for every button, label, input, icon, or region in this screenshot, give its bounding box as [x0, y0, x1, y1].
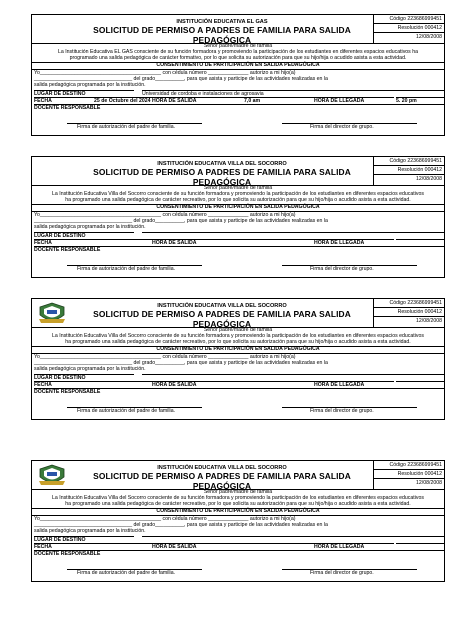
destination-label: LUGAR DE DESTINO [34, 90, 134, 97]
destination-value[interactable]: Universidad de cordoba e instalaciones de agrosavia [142, 90, 444, 97]
resolution-number: Resolución 000412 [374, 470, 444, 479]
consent-line-2[interactable]: __________________________________ del grado__________, para que asista y participe de las actividades realizadas en la [34, 76, 328, 82]
permission-form-2 [31, 156, 445, 278]
parent-signature-label: Firma de autorización del padre de familia. [77, 124, 176, 130]
code-box [373, 461, 444, 489]
director-signature-label: Firma del director de grupo. [310, 570, 374, 576]
consent-line-1[interactable]: Yo__________________________________________ con cédula número ______________ autorizo a mi hijo(a) [34, 70, 296, 76]
director-signature-label: Firma del director de grupo. [310, 266, 374, 272]
consent-line-2[interactable]: __________________________________ del grado__________, para que asista y participe de las actividades realizadas en la [34, 522, 328, 528]
form-title: SOLICITUD DE PERMISO A PADRES DE FAMILIA PARA SALIDA PEDAGÓGICA [93, 471, 351, 491]
consent-line-3: salida pedagógica programada por la institución. [34, 224, 146, 230]
consent-line-1[interactable]: Yo__________________________________________ con cédula número ______________ autorizo a mi hijo(a) [34, 516, 296, 522]
form-header [32, 15, 444, 44]
director-signature-label: Firma del director de grupo. [310, 408, 374, 414]
consent-line-2[interactable]: __________________________________ del grado__________, para que asista y participe de las actividades realizadas en la [34, 360, 328, 366]
greeting: Señor padre/madre de familia [203, 489, 273, 495]
school-crest-logo [37, 301, 67, 325]
date-label: FECHA [34, 239, 94, 246]
intro-line-1: La Institución Educativa EL GAS consciente de su función formadora y promoviendo la participación de los estudiantes en diferentes espacios educativos ha [58, 49, 418, 55]
permission-form-3 [31, 298, 445, 420]
form-date: 12/08/2008 [416, 318, 442, 324]
depart-value[interactable] [244, 543, 314, 550]
consent-heading: CONSENTIMIENTO DE PARTICIPACIÓN EN SALIDA PEDAGÓGICA [156, 204, 320, 210]
arrive-value[interactable] [396, 239, 444, 246]
depart-value[interactable] [244, 381, 314, 388]
form-title: SOLICITUD DE PERMISO A PADRES DE FAMILIA PARA SALIDA PEDAGÓGICA [93, 25, 351, 45]
permission-form-1 [31, 14, 445, 136]
code-box [373, 15, 444, 43]
consent-line-3: salida pedagógica programada por la institución. [34, 528, 146, 534]
depart-label: HORA DE SALIDA [152, 239, 244, 246]
code-number: Código 223686999451 [374, 15, 444, 24]
arrive-label: HORA DE LLEGADA [314, 239, 394, 246]
teacher-label: DOCENTE RESPONSABLE [34, 550, 444, 557]
destination-value[interactable] [142, 536, 444, 543]
consent-line-1[interactable]: Yo__________________________________________ con cédula número ______________ autorizo a mi hijo(a) [34, 354, 296, 360]
destination-value[interactable] [142, 374, 444, 381]
institution-name: INSTITUCIÓN EDUCATIVA VILLA DEL SOCORRO [157, 161, 287, 167]
form-title: SOLICITUD DE PERMISO A PADRES DE FAMILIA PARA SALIDA PEDAGÓGICA [93, 309, 351, 329]
institution-name: INSTITUCIÓN EDUCATIVA EL GAS [176, 19, 268, 25]
date-label: FECHA [34, 97, 94, 104]
school-crest-logo [37, 463, 67, 487]
code-number: Código 223686999451 [374, 461, 444, 470]
destination-label: LUGAR DE DESTINO [34, 232, 134, 239]
teacher-label: DOCENTE RESPONSABLE [34, 246, 444, 253]
depart-label: HORA DE SALIDA [152, 381, 244, 388]
greeting: Señor padre/madre de familia [203, 327, 273, 333]
form-header [32, 299, 444, 328]
destination-value[interactable] [142, 232, 444, 239]
resolution-number: Resolución 000412 [374, 166, 444, 175]
intro-line-2: ha programado una salida pedagógica de carácter recreativo, por lo que solicita su autorización para que su hijo/hija o acudido asista a esta actividad. [65, 197, 411, 203]
parent-signature-label: Firma de autorización del padre de familia. [77, 266, 176, 272]
greeting: Señor padre/madre de familia [203, 185, 273, 191]
code-box [373, 299, 444, 327]
destination-label: LUGAR DE DESTINO [34, 374, 134, 381]
depart-value[interactable] [244, 239, 314, 246]
intro-line-2: ha programado una salida pedagógica de carácter recreativo, por lo que solicita su autorización para que su hijo/hija o acudido asista a esta actividad. [65, 501, 411, 507]
parent-signature-label: Firma de autorización del padre de familia. [77, 570, 176, 576]
teacher-label: DOCENTE RESPONSABLE [34, 104, 444, 111]
intro-line-1: La Institución Educativa Villa del Socorro consciente de su función formadora y promoviendo la participación de los estudiantes en diferentes espacios educativos [52, 333, 424, 339]
date-label: FECHA [34, 381, 94, 388]
form-title: SOLICITUD DE PERMISO A PADRES DE FAMILIA PARA SALIDA PEDAGÓGICA [93, 167, 351, 187]
arrive-value[interactable] [396, 543, 444, 550]
intro-line-2: programado una salida pedagógica de carácter formativo, por lo que solicita su autorización para que su hijo/hija o acudido asista a esta actividad. [69, 55, 407, 61]
depart-label: HORA DE SALIDA [152, 97, 244, 104]
director-signature-label: Firma del director de grupo. [310, 124, 374, 130]
parent-signature-label: Firma de autorización del padre de familia. [77, 408, 176, 414]
intro-line-1: La Institución Educativa Villa del Socorro consciente de su función formadora y promoviendo la participación de los estudiantes en diferentes espacios educativos [52, 495, 424, 501]
form-header [32, 157, 444, 186]
permission-form-4 [31, 460, 445, 582]
destination-label: LUGAR DE DESTINO [34, 536, 134, 543]
date-value[interactable] [94, 239, 152, 246]
intro-line-2: ha programado una salida pedagógica de carácter recreativo, por lo que solicita su autorización para que su hijo/hija o acudido asista a esta actividad. [65, 339, 411, 345]
form-date: 12/08/2008 [416, 34, 442, 40]
consent-heading: CONSENTIMIENTO DE PARTICIPACIÓN EN SALIDA PEDAGÓGICA [156, 508, 320, 514]
arrive-label: HORA DE LLEGADA [314, 97, 394, 104]
depart-value[interactable]: 7,0 am [244, 97, 314, 104]
consent-line-2[interactable]: __________________________________ del grado__________, para que asista y participe de las actividades realizadas en la [34, 218, 328, 224]
date-value[interactable] [94, 381, 152, 388]
greeting: Señor padre/madre de familia [203, 43, 273, 49]
arrive-label: HORA DE LLEGADA [314, 381, 394, 388]
depart-label: HORA DE SALIDA [152, 543, 244, 550]
resolution-number: Resolución 000412 [374, 308, 444, 317]
arrive-label: HORA DE LLEGADA [314, 543, 394, 550]
code-box [373, 157, 444, 185]
date-label: FECHA [34, 543, 94, 550]
teacher-label: DOCENTE RESPONSABLE [34, 388, 444, 395]
consent-line-1[interactable]: Yo__________________________________________ con cédula número ______________ autorizo a mi hijo(a) [34, 212, 296, 218]
arrive-value[interactable]: 5. 20 pm [396, 97, 444, 104]
form-date: 12/08/2008 [416, 480, 442, 486]
date-value[interactable] [94, 543, 152, 550]
code-number: Código 223686999451 [374, 299, 444, 308]
form-date: 12/08/2008 [416, 176, 442, 182]
consent-line-3: salida pedagógica programada por la institución. [34, 366, 146, 372]
intro-line-1: La Institución Educativa Villa del Socorro consciente de su función formadora y promoviendo la participación de los estudiantes en diferentes espacios educativos [52, 191, 424, 197]
resolution-number: Resolución 000412 [374, 24, 444, 33]
form-header [32, 461, 444, 490]
consent-heading: CONSENTIMIENTO DE PARTICIPACIÓN EN SALIDA PEDAGÓGICA [156, 62, 320, 68]
consent-heading: CONSENTIMIENTO DE PARTICIPACIÓN EN SALIDA PEDAGÓGICA [156, 346, 320, 352]
date-value[interactable]: 25 de Octubre del 2024 [94, 98, 151, 104]
arrive-value[interactable] [396, 381, 444, 388]
code-number: Código 223686999451 [374, 157, 444, 166]
consent-line-3: salida pedagógica programada por la institución. [34, 82, 146, 88]
institution-name: INSTITUCIÓN EDUCATIVA VILLA DEL SOCORRO [157, 465, 287, 471]
institution-name: INSTITUCIÓN EDUCATIVA VILLA DEL SOCORRO [157, 303, 287, 309]
